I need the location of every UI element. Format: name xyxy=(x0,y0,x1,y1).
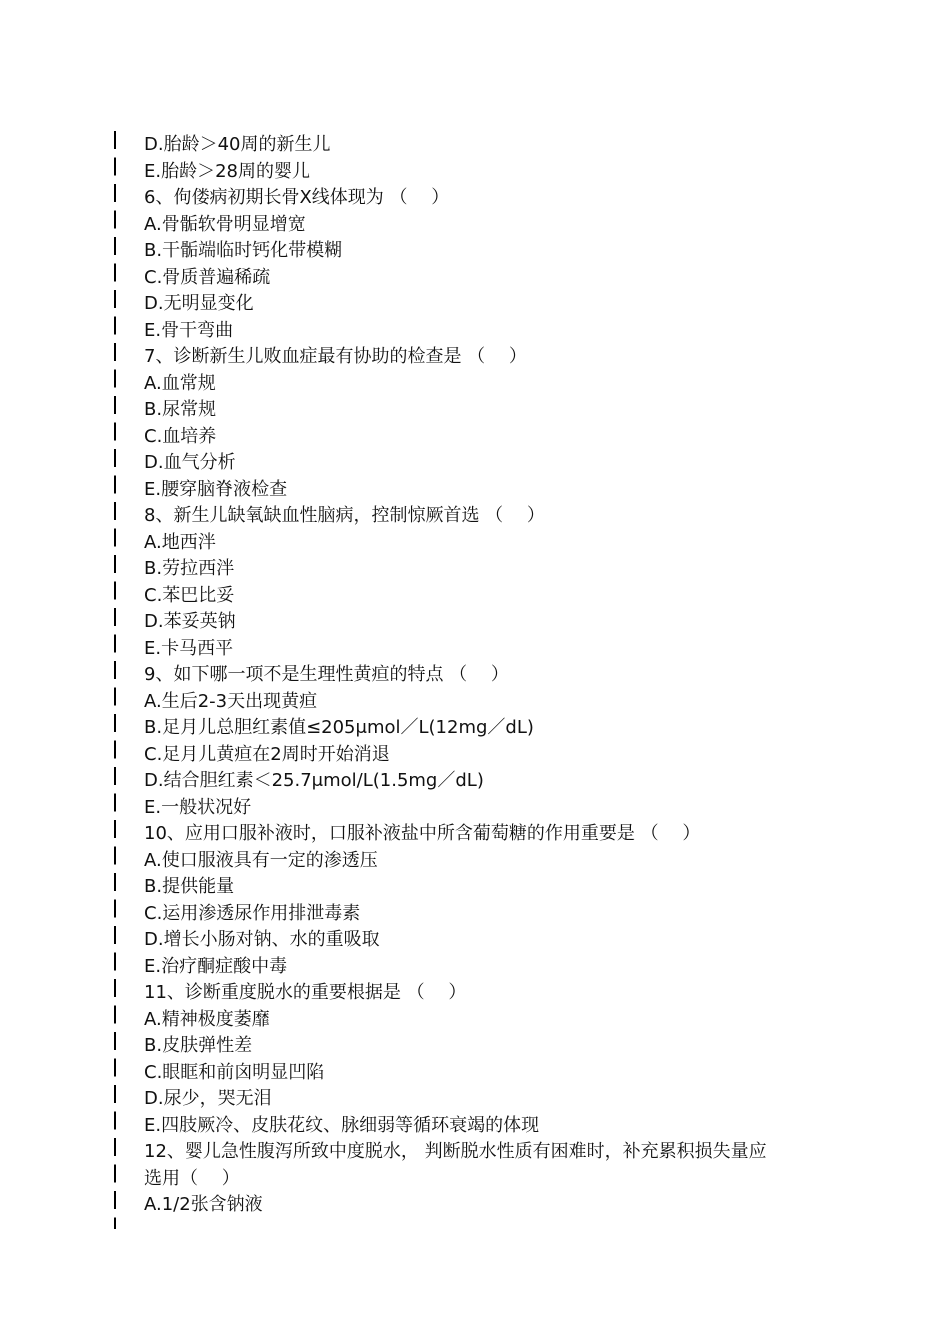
q7-option-d: D.血气分析 xyxy=(144,452,236,473)
question-10: 10、应用口服补液时，口服补液盐中所含葡萄糖的作用重要是 （ ） xyxy=(144,823,701,844)
q10-option-d: D.增长小肠对钠、水的重吸取 xyxy=(144,929,380,950)
q11-option-b: B.皮肤弹性差 xyxy=(144,1035,253,1056)
q6-option-d: D.无明显变化 xyxy=(144,293,254,314)
question-12-line-1: 12、婴儿急性腹泻所致中度脱水， 判断脱水性质有困难时，补充累积损失量应 xyxy=(144,1141,767,1162)
q11-option-a: A.精神极度萎靡 xyxy=(144,1008,270,1030)
option-d-gestational-age-40: D.胎龄＞40周的新生儿 xyxy=(144,134,331,155)
q9-option-c: C.足月儿黄疸在2周时开始消退 xyxy=(144,743,390,765)
question-8: 8、新生儿缺氧缺血性脑病，控制惊厥首选 （ ） xyxy=(144,505,545,526)
q7-option-c: C.血培养 xyxy=(144,425,217,447)
question-12-line-2: 选用（ ） xyxy=(144,1167,240,1189)
q8-option-b: B.劳拉西泮 xyxy=(144,558,235,579)
q7-option-a: A.血常规 xyxy=(144,372,216,394)
q8-option-a: A.地西泮 xyxy=(144,531,216,553)
q8-option-c: C.苯巴比妥 xyxy=(144,584,235,606)
q6-option-a: A.骨骺软骨明显增宽 xyxy=(144,213,306,235)
q11-option-d: D.尿少，哭无泪 xyxy=(144,1088,272,1109)
q12-option-a: A.1/2张含钠液 xyxy=(144,1194,263,1215)
question-9: 9、如下哪一项不是生理性黄疸的特点 （ ） xyxy=(144,664,509,685)
q7-option-e: E.腰穿脑脊液检查 xyxy=(144,478,288,500)
q10-option-a: A.使口服液具有一定的渗透压 xyxy=(144,849,378,871)
question-6: 6、佝偻病初期长骨X线体现为 （ ） xyxy=(144,187,450,208)
margin-change-bar xyxy=(114,131,116,1229)
q9-option-b: B.足月儿总胆红素值≤205μmol／L(12mg／dL) xyxy=(144,717,534,738)
q9-option-e: E.一般状况好 xyxy=(144,796,252,818)
q7-option-b: B.尿常规 xyxy=(144,399,217,420)
q6-option-b: B.干骺端临时钙化带模糊 xyxy=(144,240,343,261)
q8-option-d: D.苯妥英钠 xyxy=(144,611,236,632)
q6-option-c: C.骨质普遍稀疏 xyxy=(144,266,271,288)
q6-option-e: E.骨干弯曲 xyxy=(144,319,234,341)
q10-option-e: E.治疗酮症酸中毒 xyxy=(144,955,288,977)
exam-questions xyxy=(144,132,814,1219)
question-7: 7、诊断新生儿败血症最有协助的检查是 （ ） xyxy=(144,346,527,367)
q10-option-c: C.运用渗透尿作用排泄毒素 xyxy=(144,902,361,924)
q9-option-a: A.生后2-3天出现黄疸 xyxy=(144,690,318,712)
q8-option-e: E.卡马西平 xyxy=(144,637,234,659)
q10-option-b: B.提供能量 xyxy=(144,876,235,897)
option-e-gestational-age-28: E.胎龄＞28周的婴儿 xyxy=(144,160,310,182)
q9-option-d: D.结合胆红素＜25.7μmol/L(1.5mg／dL) xyxy=(144,770,484,791)
q11-option-e: E.四肢厥冷、皮肤花纹、脉细弱等循环衰竭的体现 xyxy=(144,1114,540,1136)
q11-option-c: C.眼眶和前囟明显凹陷 xyxy=(144,1061,325,1083)
question-11: 11、诊断重度脱水的重要根据是 （ ） xyxy=(144,982,467,1003)
